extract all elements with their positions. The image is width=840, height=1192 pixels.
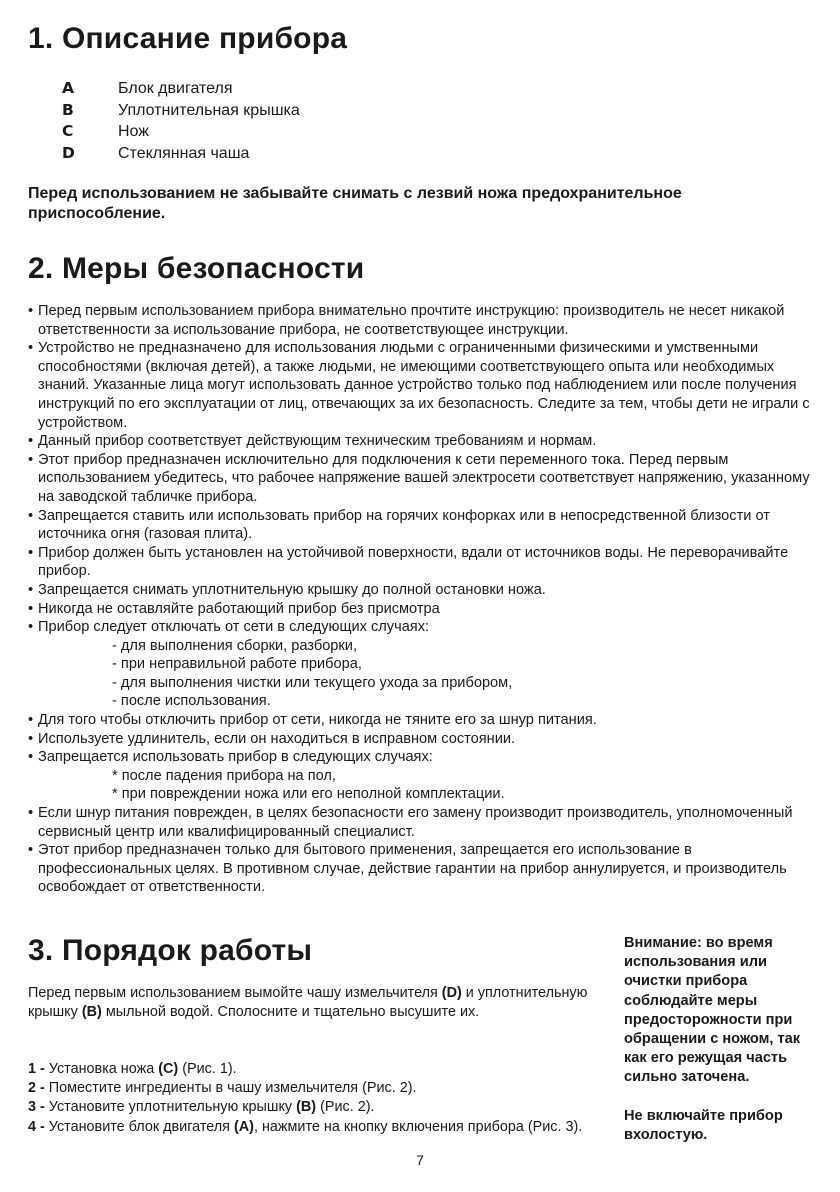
safety-list [28, 302, 818, 897]
step-item [28, 1118, 628, 1137]
part-letter: C [62, 122, 74, 140]
section3-title: 3. Порядок работы [28, 934, 313, 967]
safety-text: Никогда не оставляйте работающий прибор без присмотра [38, 600, 440, 617]
steps-list [28, 1060, 628, 1137]
step-text: , нажмите на кнопку включения прибора (Рис. 3). [253, 1118, 583, 1135]
bullet-glyph: • [28, 451, 34, 468]
safety-item [28, 841, 818, 897]
step-text: Установка ножа [44, 1061, 159, 1077]
blade-guard-warning: Перед использованием не забывайте снимать с лезвий ножа предохранительное приспособление. [28, 185, 682, 222]
safety-text: Запрещается ставить или использовать прибор на горячих конфорках или в непосредственной близости от источника огня (газовая плита). [38, 507, 770, 543]
bullet-glyph: • [28, 433, 34, 450]
section1-title: 1. Описание прибора [28, 22, 348, 55]
step-number: 4 - [28, 1118, 45, 1135]
bullet-glyph: • [28, 712, 34, 729]
safety-item [28, 451, 818, 507]
attention-note [624, 934, 824, 1145]
safety-text: Этот прибор предназначен только для бытового применения, запрещается его использование в профессиональных целях. В противном случае, действие гарантии на прибор аннулируется, и производитель освобождает от ответственности. [38, 842, 787, 896]
bullet-glyph: • [28, 730, 34, 747]
step-number: 1 - [28, 1061, 45, 1077]
bullet-glyph: • [28, 842, 34, 859]
bullet-glyph: • [28, 303, 34, 319]
safety-text: Запрещается снимать уплотнительную крышку до полной остановки ножа. [38, 581, 546, 598]
safety-text: Прибор должен быть установлен на устойчивой поверхности, вдали от источников воды. Не переворачивайте прибор. [38, 544, 789, 580]
step-item [28, 1060, 628, 1079]
intro-ref: (D) [441, 985, 462, 1001]
intro-text: Перед первым использованием вымойте чашу измельчителя [28, 985, 442, 1001]
cleaning-intro [28, 984, 588, 1021]
bullet-glyph: • [28, 619, 34, 636]
step-number: 2 - [28, 1080, 45, 1097]
safety-text: Устройство не предназначено для использования людьми с ограниченными физическими и умственными способностями (включая детей), а также людьми, не имеющими соответствующего опыта или необходимых знаний. Указанные лица могут использовать данное устройство только под наблюдением или после получения инструкций по его эксплуатации от лиц, отвечающих за их безопасность. Следите за тем, чтобы дети не играли с устройством. [38, 340, 810, 431]
safety-item [28, 581, 818, 600]
safety-item [28, 748, 818, 767]
safety-item [28, 507, 818, 544]
disconnect-case: - для выполнения чистки или текущего ухода за прибором, [112, 674, 513, 691]
step-number: 3 - [28, 1099, 45, 1116]
safety-text: Запрещается использовать прибор в следующих случаях: [38, 749, 433, 766]
safety-item [28, 339, 818, 432]
bullet-glyph: • [28, 507, 34, 524]
part-name: Блок двигателя [118, 80, 233, 97]
safety-item [28, 730, 818, 749]
safety-text: Данный прибор соответствует действующим техническим требованиям и нормам. [38, 433, 597, 450]
bullet-glyph: • [28, 805, 34, 822]
step-text: Установите блок двигателя [44, 1118, 234, 1135]
step-item [28, 1098, 628, 1117]
idle-run-warning: Не включайте прибор вхолостую. [624, 1107, 783, 1143]
step-item [28, 1079, 628, 1098]
parts-list [62, 78, 300, 164]
intro-ref: (B) [81, 1003, 102, 1020]
bullet-glyph: • [28, 749, 34, 766]
safety-item [28, 711, 818, 730]
safety-text: Если шнур питания поврежден, в целях безопасности его замену производит производитель, уполномоченный сервисный центр или квалифицированный специалист. [38, 805, 793, 840]
knife-caution-text: Внимание: во время использования или очистки прибора соблюдайте меры предосторожности при обращении с ножом, так как его режущая часть сильно заточена. [624, 935, 801, 1086]
part-letter: B [62, 100, 74, 119]
safety-item [28, 302, 818, 339]
intro-text: мыльной водой. Сполосните и тщательно высушите их. [101, 1003, 480, 1020]
part-item [62, 78, 300, 100]
bullet-glyph: • [28, 600, 34, 617]
step-text: Установите уплотнительную крышку [44, 1099, 297, 1116]
part-letter: A [62, 79, 74, 97]
disconnect-case: - для выполнения сборки, разборки, [112, 637, 358, 654]
forbidden-case: * после падения прибора на пол, [112, 767, 336, 784]
safety-text: Прибор следует отключать от сети в следующих случаях: [38, 619, 430, 636]
part-item [62, 121, 300, 143]
safety-text: Перед первым использованием прибора внимательно прочтите инструкцию: производитель не несет никакой ответственности за использование прибора, не соответствующее инструкции. [38, 303, 785, 338]
disconnect-case: - после использования. [112, 693, 271, 710]
step-ref: (B) [296, 1099, 317, 1116]
part-name: Нож [118, 123, 149, 140]
safety-item [28, 600, 818, 619]
bullet-glyph: • [28, 544, 34, 561]
step-text: (Рис. 1). [178, 1061, 237, 1077]
part-item [62, 143, 300, 165]
disconnect-case: - при неправильной работе прибора, [112, 656, 362, 673]
safety-item [28, 618, 818, 637]
part-item [62, 100, 300, 122]
step-text: Поместите ингредиенты в чашу измельчителя (Рис. 2). [44, 1080, 417, 1097]
part-name: Стеклянная чаша [118, 144, 250, 162]
safety-text: Этот прибор предназначен исключительно для подключения к сети переменного тока. Перед первым использованием убедитесь, что рабочее напряжение вашей электросети соответствует напряжению, указанному на заводской табличке прибора. [38, 451, 810, 505]
safety-item [28, 432, 818, 451]
bullet-glyph: • [28, 340, 34, 357]
part-letter: D [62, 143, 75, 162]
safety-item [28, 544, 818, 581]
bullet-glyph: • [28, 581, 34, 598]
forbidden-case: * при повреждении ножа или его неполной комплектации. [112, 786, 505, 803]
page-number: 7 [416, 1152, 424, 1168]
step-ref: (A) [233, 1118, 254, 1135]
step-text: (Рис. 2). [316, 1099, 375, 1116]
safety-item [28, 804, 818, 841]
part-name: Уплотнительная крышка [118, 101, 300, 119]
step-ref: (C) [158, 1061, 179, 1077]
safety-text: Для того чтобы отключить прибор от сети, никогда не тяните его за шнур питания. [38, 712, 597, 729]
intro-text: и уплотнительную крышку [28, 985, 588, 1020]
section2-title: 2. Меры безопасности [28, 252, 365, 285]
safety-text: Используете удлинитель, если он находиться в исправном состоянии. [38, 730, 516, 747]
